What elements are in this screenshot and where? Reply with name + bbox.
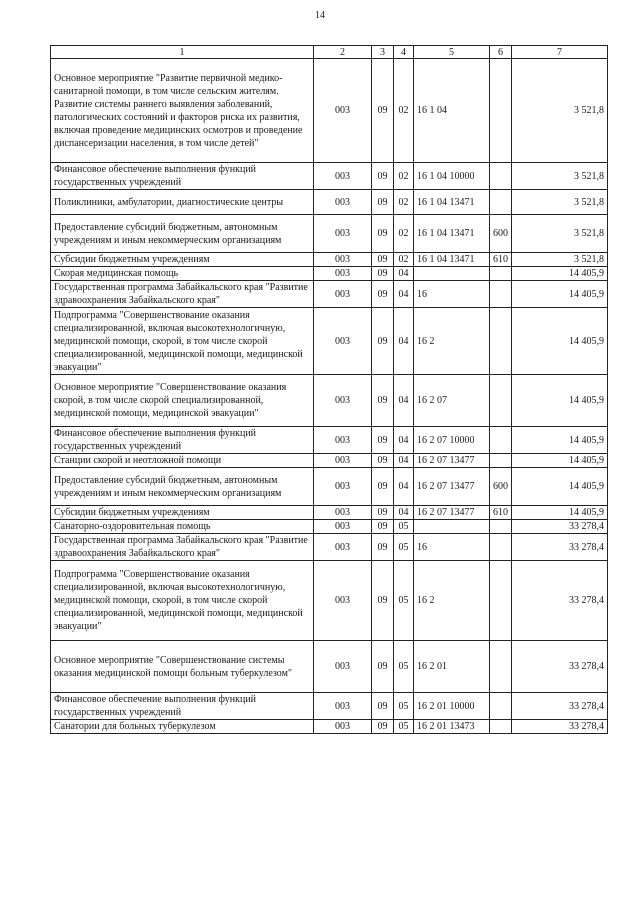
target-article-cell: 16 1 04 13471	[414, 215, 490, 253]
amount-cell: 14 405,9	[512, 427, 608, 454]
amount-cell: 3 521,8	[512, 253, 608, 267]
column-header: 1	[51, 46, 314, 59]
section-code-cell: 09	[372, 163, 394, 190]
expense-type-cell: 610	[490, 253, 512, 267]
target-article-cell: 16 2 07	[414, 375, 490, 427]
ministry-code-cell: 003	[314, 454, 372, 468]
section-code-cell: 09	[372, 215, 394, 253]
subsection-code-cell: 04	[394, 468, 414, 506]
table-row	[51, 253, 608, 267]
subsection-code-cell: 05	[394, 561, 414, 641]
ministry-code-cell: 003	[314, 375, 372, 427]
subsection-code-cell: 02	[394, 190, 414, 215]
ministry-code-cell: 003	[314, 720, 372, 734]
table-row	[51, 534, 608, 561]
target-article-cell	[414, 267, 490, 281]
page-number: 14	[315, 10, 325, 21]
subsection-code-cell: 04	[394, 454, 414, 468]
row-name-cell: Государственная программа Забайкальского края "Развитие здравоохранения Забайкальского края"	[51, 281, 314, 308]
column-header: 7	[512, 46, 608, 59]
ministry-code-cell: 003	[314, 253, 372, 267]
expense-type-cell	[490, 59, 512, 163]
expense-type-cell	[490, 454, 512, 468]
target-article-cell: 16 2 07 13477	[414, 506, 490, 520]
expense-type-cell	[490, 534, 512, 561]
target-article-cell: 16 2 07 13477	[414, 468, 490, 506]
amount-cell: 14 405,9	[512, 308, 608, 375]
table-row	[51, 190, 608, 215]
table-row	[51, 693, 608, 720]
subsection-code-cell: 02	[394, 163, 414, 190]
target-article-cell: 16	[414, 281, 490, 308]
table-row	[51, 163, 608, 190]
expense-type-cell	[490, 561, 512, 641]
column-header: 2	[314, 46, 372, 59]
row-name-cell: Финансовое обеспечение выполнения функций государственных учреждений	[51, 693, 314, 720]
subsection-code-cell: 02	[394, 253, 414, 267]
subsection-code-cell: 04	[394, 267, 414, 281]
ministry-code-cell: 003	[314, 59, 372, 163]
target-article-cell: 16 2 01 10000	[414, 693, 490, 720]
amount-cell: 33 278,4	[512, 720, 608, 734]
ministry-code-cell: 003	[314, 534, 372, 561]
amount-cell: 14 405,9	[512, 281, 608, 308]
ministry-code-cell: 003	[314, 506, 372, 520]
section-code-cell: 09	[372, 641, 394, 693]
subsection-code-cell: 04	[394, 427, 414, 454]
section-code-cell: 09	[372, 59, 394, 163]
section-code-cell: 09	[372, 281, 394, 308]
amount-cell: 33 278,4	[512, 641, 608, 693]
table-row	[51, 454, 608, 468]
row-name-cell: Финансовое обеспечение выполнения функций государственных учреждений	[51, 163, 314, 190]
table-row	[51, 59, 608, 163]
target-article-cell: 16 2 01	[414, 641, 490, 693]
expense-type-cell: 600	[490, 215, 512, 253]
column-header: 3	[372, 46, 394, 59]
amount-cell: 3 521,8	[512, 215, 608, 253]
subsection-code-cell: 05	[394, 693, 414, 720]
target-article-cell: 16 1 04 13471	[414, 190, 490, 215]
subsection-code-cell: 04	[394, 506, 414, 520]
ministry-code-cell: 003	[314, 641, 372, 693]
section-code-cell: 09	[372, 253, 394, 267]
ministry-code-cell: 003	[314, 215, 372, 253]
expense-type-cell	[490, 641, 512, 693]
amount-cell: 14 405,9	[512, 506, 608, 520]
section-code-cell: 09	[372, 693, 394, 720]
ministry-code-cell: 003	[314, 561, 372, 641]
section-code-cell: 09	[372, 427, 394, 454]
amount-cell: 33 278,4	[512, 561, 608, 641]
table-row	[51, 375, 608, 427]
ministry-code-cell: 003	[314, 163, 372, 190]
row-name-cell: Субсидии бюджетным учреждениям	[51, 253, 314, 267]
row-name-cell: Основное мероприятие "Совершенствование оказания скорой, в том числе скорой специализированной, медицинской помощи, медицинской эвакуации"	[51, 375, 314, 427]
amount-cell: 3 521,8	[512, 163, 608, 190]
row-name-cell: Подпрограмма "Совершенствование оказания специализированной, включая высокотехнологичную, медицинской помощи, скорой, в том числе скорой специализированной, медицинской помощи, медицинской эвакуации"	[51, 308, 314, 375]
subsection-code-cell: 05	[394, 520, 414, 534]
subsection-code-cell: 04	[394, 308, 414, 375]
section-code-cell: 09	[372, 534, 394, 561]
expense-type-cell	[490, 520, 512, 534]
row-name-cell: Финансовое обеспечение выполнения функций государственных учреждений	[51, 427, 314, 454]
amount-cell: 14 405,9	[512, 375, 608, 427]
row-name-cell: Субсидии бюджетным учреждениям	[51, 506, 314, 520]
target-article-cell: 16 2 07 13477	[414, 454, 490, 468]
amount-cell: 14 405,9	[512, 454, 608, 468]
row-name-cell: Скорая медицинская помощь	[51, 267, 314, 281]
header-row	[51, 46, 608, 59]
section-code-cell: 09	[372, 720, 394, 734]
target-article-cell: 16 2 07 10000	[414, 427, 490, 454]
table-row	[51, 506, 608, 520]
subsection-code-cell: 05	[394, 641, 414, 693]
ministry-code-cell: 003	[314, 308, 372, 375]
subsection-code-cell: 02	[394, 215, 414, 253]
amount-cell: 3 521,8	[512, 59, 608, 163]
expense-type-cell	[490, 267, 512, 281]
table-row	[51, 561, 608, 641]
expense-type-cell	[490, 427, 512, 454]
row-name-cell: Государственная программа Забайкальского края "Развитие здравоохранения Забайкальского края"	[51, 534, 314, 561]
target-article-cell	[414, 520, 490, 534]
ministry-code-cell: 003	[314, 468, 372, 506]
amount-cell: 33 278,4	[512, 520, 608, 534]
section-code-cell: 09	[372, 267, 394, 281]
row-name-cell: Санатории для больных туберкулезом	[51, 720, 314, 734]
expense-type-cell	[490, 281, 512, 308]
column-header: 5	[414, 46, 490, 59]
target-article-cell: 16 2	[414, 308, 490, 375]
expense-type-cell	[490, 308, 512, 375]
table-row	[51, 641, 608, 693]
row-name-cell: Станции скорой и неотложной помощи	[51, 454, 314, 468]
target-article-cell: 16 2	[414, 561, 490, 641]
section-code-cell: 09	[372, 468, 394, 506]
row-name-cell: Подпрограмма "Совершенствование оказания специализированной, включая высокотехнологичную, медицинской помощи, скорой, в том числе скорой специализированной, медицинской помощи, медицинской эвакуации"	[51, 561, 314, 641]
table-row	[51, 281, 608, 308]
table-row	[51, 215, 608, 253]
table-row	[51, 720, 608, 734]
section-code-cell: 09	[372, 190, 394, 215]
target-article-cell: 16 2 01 13473	[414, 720, 490, 734]
table-row	[51, 267, 608, 281]
ministry-code-cell: 003	[314, 520, 372, 534]
expense-type-cell: 600	[490, 468, 512, 506]
row-name-cell: Санаторно-оздоровительная помощь	[51, 520, 314, 534]
row-name-cell: Основное мероприятие "Развитие первичной медико-санитарной помощи, в том числе сельским жителям. Развитие системы раннего выявления заболеваний, патологических состояний и факторов риска их развития, включая проведение медицинских осмотров и проведение диспансеризации населения, в том числе детей"	[51, 59, 314, 163]
expense-type-cell	[490, 720, 512, 734]
subsection-code-cell: 04	[394, 281, 414, 308]
table-body	[51, 59, 608, 734]
amount-cell: 14 405,9	[512, 468, 608, 506]
ministry-code-cell: 003	[314, 427, 372, 454]
subsection-code-cell: 02	[394, 59, 414, 163]
section-code-cell: 09	[372, 375, 394, 427]
target-article-cell: 16	[414, 534, 490, 561]
ministry-code-cell: 003	[314, 281, 372, 308]
amount-cell: 3 521,8	[512, 190, 608, 215]
row-name-cell: Предоставление субсидий бюджетным, автономным учреждениям и иным некоммерческим организациям	[51, 215, 314, 253]
target-article-cell: 16 1 04 10000	[414, 163, 490, 190]
table-row	[51, 468, 608, 506]
ministry-code-cell: 003	[314, 267, 372, 281]
column-header: 6	[490, 46, 512, 59]
target-article-cell: 16 1 04	[414, 59, 490, 163]
table-row	[51, 427, 608, 454]
subsection-code-cell: 05	[394, 534, 414, 561]
section-code-cell: 09	[372, 454, 394, 468]
section-code-cell: 09	[372, 520, 394, 534]
amount-cell: 33 278,4	[512, 693, 608, 720]
table-row	[51, 520, 608, 534]
ministry-code-cell: 003	[314, 693, 372, 720]
expense-type-cell	[490, 375, 512, 427]
expense-type-cell	[490, 693, 512, 720]
expense-type-cell: 610	[490, 506, 512, 520]
amount-cell: 14 405,9	[512, 267, 608, 281]
expense-type-cell	[490, 163, 512, 190]
column-header: 4	[394, 46, 414, 59]
budget-table	[50, 45, 608, 734]
section-code-cell: 09	[372, 561, 394, 641]
row-name-cell: Предоставление субсидий бюджетным, автономным учреждениям и иным некоммерческим организациям	[51, 468, 314, 506]
expense-type-cell	[490, 190, 512, 215]
target-article-cell: 16 1 04 13471	[414, 253, 490, 267]
row-name-cell: Поликлиники, амбулатории, диагностические центры	[51, 190, 314, 215]
ministry-code-cell: 003	[314, 190, 372, 215]
section-code-cell: 09	[372, 308, 394, 375]
subsection-code-cell: 05	[394, 720, 414, 734]
subsection-code-cell: 04	[394, 375, 414, 427]
section-code-cell: 09	[372, 506, 394, 520]
table-row	[51, 308, 608, 375]
amount-cell: 33 278,4	[512, 534, 608, 561]
row-name-cell: Основное мероприятие "Совершенствование системы оказания медицинской помощи больным туберкулезом"	[51, 641, 314, 693]
